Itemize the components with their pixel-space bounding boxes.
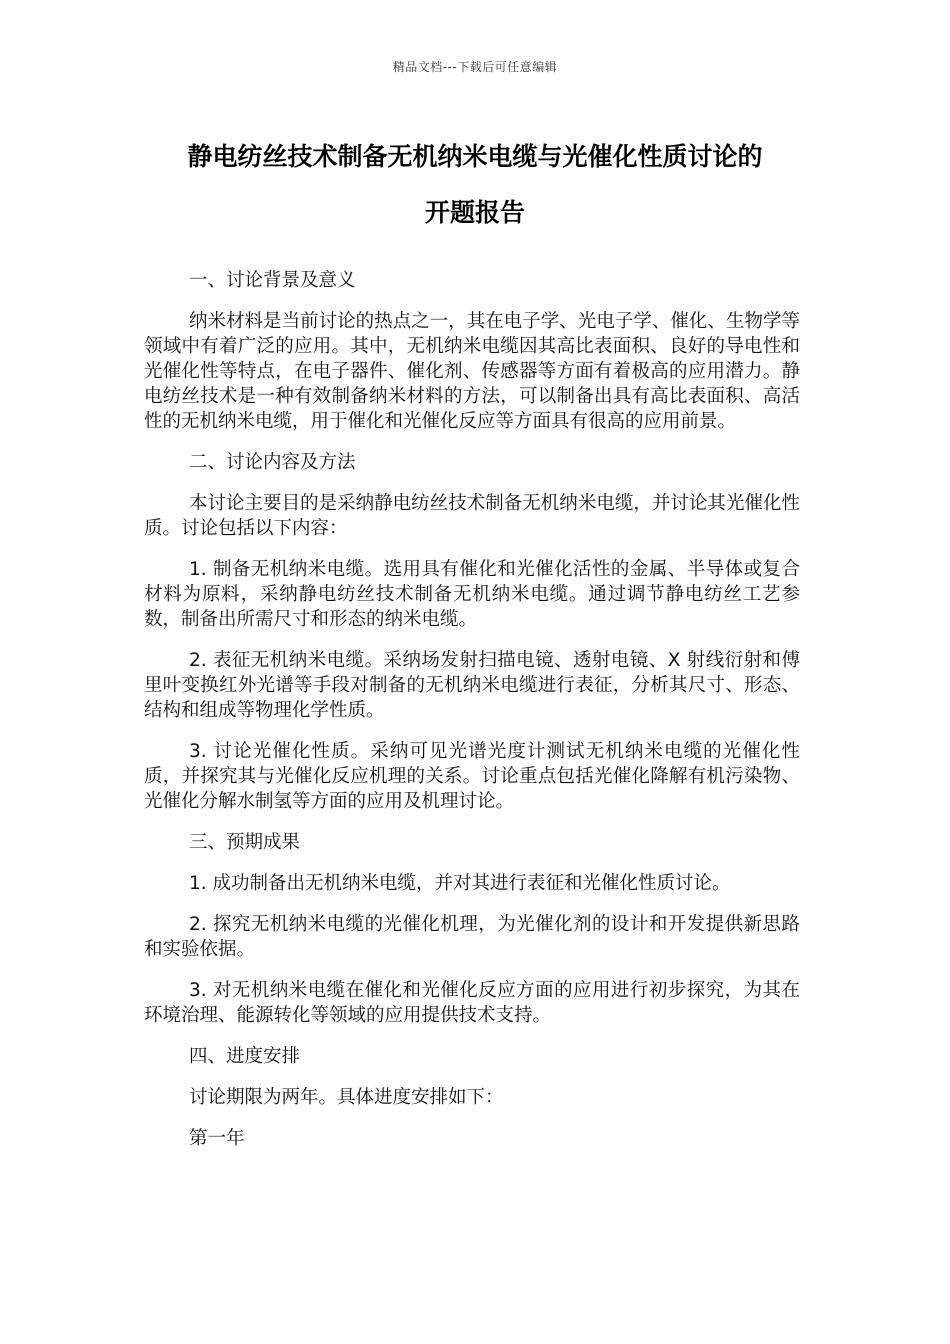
list-item-result-3: 3. 对无机纳米电缆在催化和光催化反应方面的应用进行初步探究，为其在环境治理、能源转化等领域的应用提供技术支持。 [144,980,800,1026]
schedule-year-one: 第一年 [189,1128,245,1149]
list-item-result-1: 1. 成功制备出无机纳米电缆，并对其进行表征和光催化性质讨论。 [189,873,731,894]
document-body [144,268,800,1167]
section-heading-schedule: 四、进度安排 [189,1046,301,1067]
document-title-line-1: 静电纺丝技术制备无机纳米电缆与光催化性质讨论的 [187,142,763,171]
paragraph-purpose: 本讨论主要目的是采纳静电纺丝技术制备无机纳米电缆，并讨论其光催化性质。讨论包括以下内容： [144,493,800,539]
paragraph-background: 纳米材料是当前讨论的热点之一，其在电子学、光电子学、催化、生物学等领域中有着广泛的应用。其中，无机纳米电缆因其高比表面积、良好的导电性和光催化性等特点，在电子器件、催化剂、传感器等方面有着极高的应用潜力。静电纺丝技术是一种有效制备纳米材料的方法，可以制备出具有高比表面积、高活性的无机纳米电缆，用于催化和光催化反应等方面具有很高的应用前景。 [144,311,800,432]
section-heading-background: 一、讨论背景及意义 [189,270,356,291]
section-heading-expected-results: 三、预期成果 [189,832,301,853]
paragraph-schedule-intro: 讨论期限为两年。具体进度安排如下： [189,1087,504,1108]
page-header-note: 精品文档---下载后可任意编辑 [392,60,558,74]
list-item-photocatalysis: 3. 讨论光催化性质。采纳可见光谱光度计测试无机纳米电缆的光催化性质，并探究其与光催化反应机理的关系。讨论重点包括光催化降解有机污染物、光催化分解水制氢等方面的应用及机理讨论。 [144,741,800,812]
document-title-line-2: 开题报告 [424,198,525,227]
section-heading-content-methods: 二、讨论内容及方法 [189,452,356,473]
list-item-preparation: 1. 制备无机纳米电缆。选用具有催化和光催化活性的金属、半导体或复合材料为原料，采纳静电纺丝技术制备无机纳米电缆。通过调节静电纺丝工艺参数，制备出所需尺寸和形态的纳米电缆。 [144,559,800,630]
list-item-result-2: 2. 探究无机纳米电缆的光催化机理，为光催化剂的设计和开发提供新思路和实验依据。 [144,914,800,960]
list-item-characterization: 2. 表征无机纳米电缆。采纳场发射扫描电镜、透射电镜、X 射线衍射和傅里叶变换红外光谱等手段对制备的无机纳米电缆进行表征，分析其尺寸、形态、结构和组成等物理化学性质。 [144,650,800,721]
